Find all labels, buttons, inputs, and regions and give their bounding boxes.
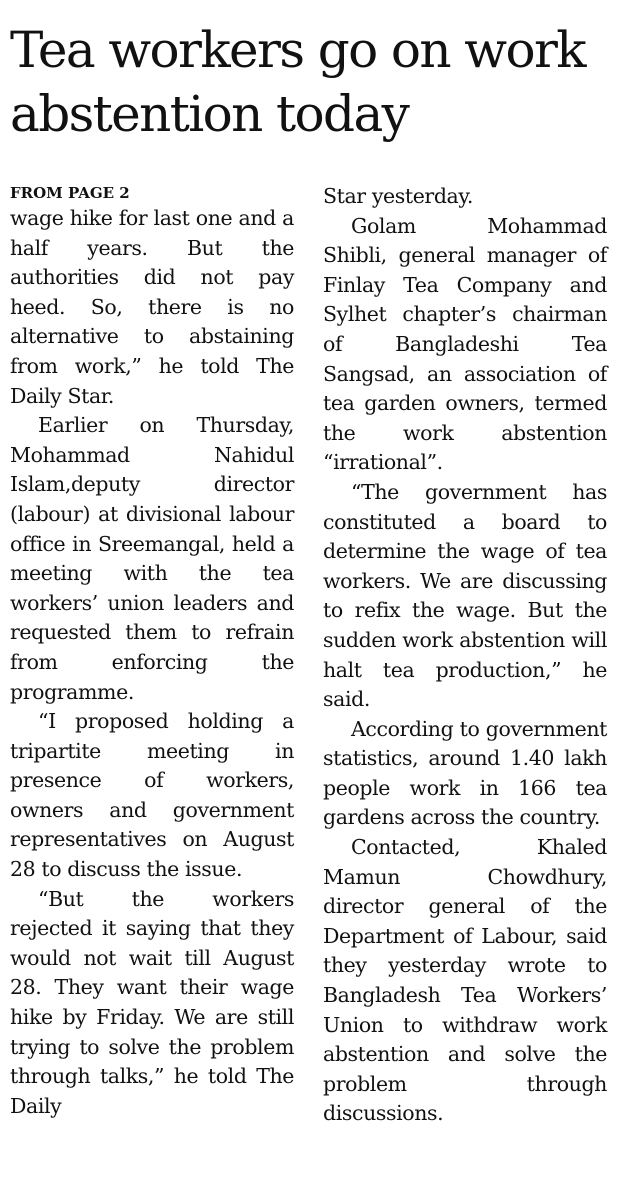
article-paragraph: According to government statistics, around 1.40 lakh people work in 166 tea gardens across the country. (323, 716, 607, 830)
article-paragraph: Star yesterday. (323, 184, 473, 208)
headline: Tea workers go on work abstention today (10, 21, 586, 143)
article-column-right (323, 182, 607, 1129)
article-paragraph: Golam Mohammad Shibli, general manager of Finlay Tea Company and Sylhet chapter’s chairman of Bangladeshi Tea Sangsad, an association of tea garden owners, termed the work abstention “irrational”. (323, 213, 607, 475)
article-paragraph: wage hike for last one and a half years. But the authorities did not pay heed. So, there is no alternative to abstaining from work,” he told The Daily Star. (10, 206, 294, 408)
article-paragraph: “The government has constituted a board to determine the wage of tea workers. We are discussing to refix the wage. But the sudden work abstention will halt tea production,” he said. (323, 479, 607, 712)
article-paragraph: Contacted, Khaled Mamun Chowdhury, director general of the Department of Labour, said they yesterday wrote to Bangladesh Tea Workers’ Union to withdraw work abstention and solve the problem through discussions. (323, 835, 607, 1126)
article-paragraph: “I proposed holding a tripartite meeting in presence of workers, owners and government representatives on August 28 to discuss the issue. (10, 709, 294, 882)
article-paragraph: “But the workers rejected it saying that they would not wait till August 28. They want their wage hike by Friday. We are still trying to solve the problem through talks,” he told The Daily (10, 886, 294, 1118)
continuation-kicker: FROM PAGE 2 (10, 184, 130, 202)
article-column-left (10, 182, 294, 1121)
article-paragraph: Earlier on Thursday, Mohammad Nahidul Islam,deputy director (labour) at divisional labour office in Sreemangal, held a meeting with the tea workers’ union leaders and requested them to refrain from enforcing the programme. (10, 413, 294, 704)
